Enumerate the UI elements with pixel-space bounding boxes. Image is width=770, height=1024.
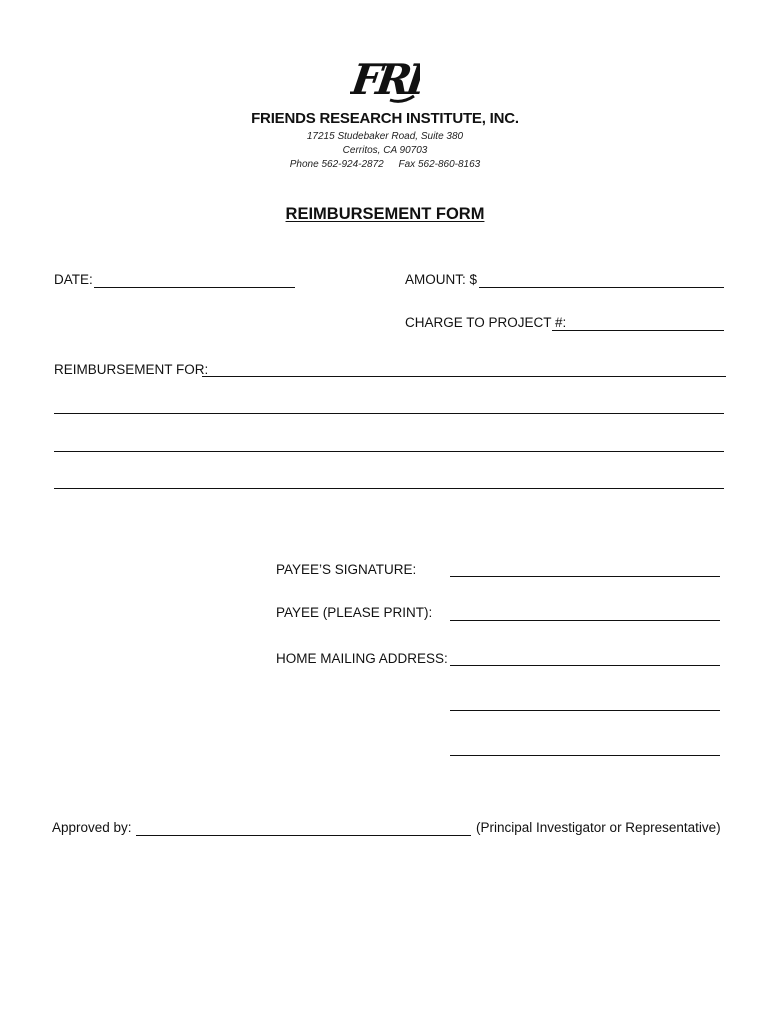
organization-name: FRIENDS RESEARCH INSTITUTE, INC. (251, 110, 519, 127)
form-title: REIMBURSEMENT FORM (285, 205, 485, 223)
date-label: DATE: (54, 272, 93, 287)
charge-project-label: CHARGE TO PROJECT #: (405, 315, 567, 330)
payee-print-label: PAYEE (PLEASE PRINT): (276, 605, 433, 620)
charge-project-field[interactable] (552, 330, 724, 331)
approved-by-field[interactable] (136, 835, 471, 836)
phone-number: Phone 562-924-2872 (289, 159, 384, 170)
fri-logo-mark (350, 50, 420, 106)
approved-by-label: Approved by: (52, 820, 132, 835)
home-address-field[interactable] (450, 665, 720, 666)
contact-numbers (0, 159, 770, 170)
fax-number: Fax 562-860-8163 (398, 159, 481, 170)
amount-field[interactable] (479, 287, 724, 288)
reimbursement-for-label: REIMBURSEMENT FOR: (54, 362, 209, 377)
fri-logo-text: FRI (350, 54, 420, 104)
reimbursement-for-line-4[interactable] (54, 488, 724, 489)
payee-signature-label: PAYEE’S SIGNATURE: (276, 562, 417, 577)
fri-logo (350, 50, 420, 106)
approver-note: (Principal Investigator or Representative) (476, 820, 721, 835)
amount-label: AMOUNT: $ (405, 272, 478, 287)
payee-print-field[interactable] (450, 620, 720, 621)
reimbursement-for-line-3[interactable] (54, 451, 724, 452)
reimbursement-for-line-2[interactable] (54, 413, 724, 414)
home-address-label: HOME MAILING ADDRESS: (276, 651, 448, 666)
date-field[interactable] (94, 287, 295, 288)
home-address-line-3[interactable] (450, 755, 720, 756)
reimbursement-for-field[interactable] (202, 376, 726, 377)
payee-signature-field[interactable] (450, 576, 720, 577)
address-city: Cerritos, CA 90703 (342, 145, 428, 156)
home-address-line-2[interactable] (450, 710, 720, 711)
address-street: 17215 Studebaker Road, Suite 380 (306, 131, 464, 142)
